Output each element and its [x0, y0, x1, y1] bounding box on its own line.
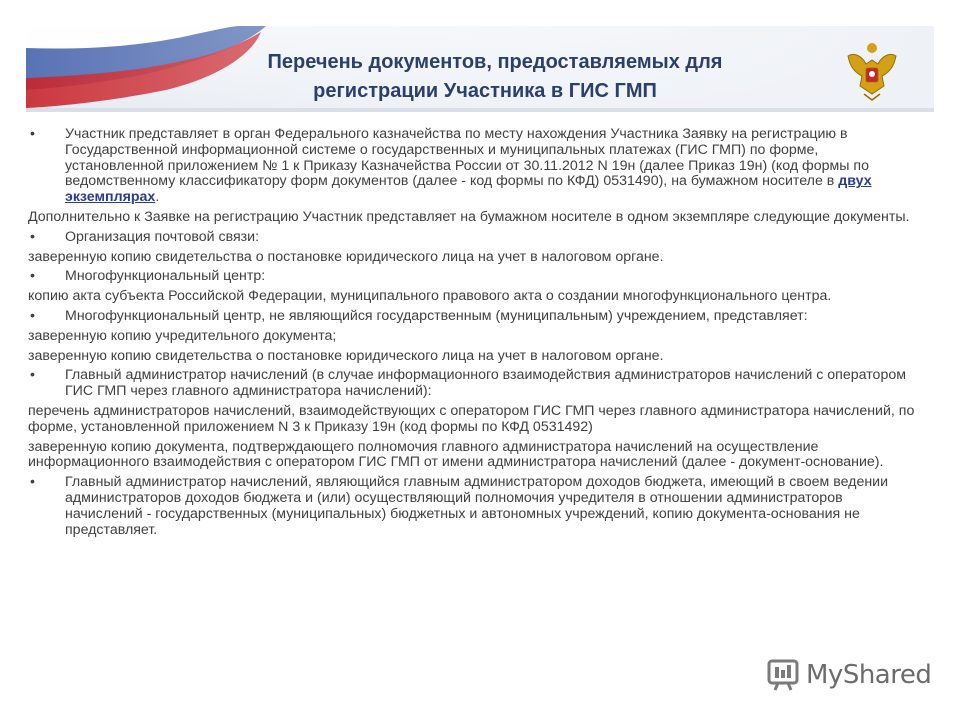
list-item: [28, 309, 918, 325]
logo-text: MyShared: [806, 660, 932, 690]
paragraph: заверенную копию свидетельства о постановке юридического лица на учет в налоговом органе.: [28, 347, 664, 364]
bullet-icon: •: [30, 307, 35, 324]
bullet-icon: •: [30, 474, 35, 491]
paragraph-text: Многофункциональный центр:: [65, 268, 266, 285]
two-copies-link[interactable]: двух экземплярах: [65, 173, 872, 206]
title-line-2: регистрации Участника в ГИС ГМП: [313, 80, 657, 102]
paragraph-text: Главный администратор начислений (в случае информационного взаимодействия администраторов начислений с оператором ГИС ГМП через главного администратора начислений):: [65, 367, 906, 400]
paragraph-text: Многофункциональный центр, не являющийся государственным (муниципальным) учреждением, представляет:: [65, 307, 808, 324]
list-item: [28, 475, 918, 538]
presentation-icon: [766, 658, 800, 692]
bullet-icon: •: [30, 367, 35, 384]
paragraph: заверенную копию документа, подтверждающего полномочия главного администратора начислений на осуществление информационного взаимодействия с оператором ГИС ГМП от имени администратора начислений (далее - документ-основание).: [28, 438, 884, 471]
paragraph-text: Главный администратор начислений, являющийся главным администратором доходов бюджета, имеющий в своем ведении администраторов доходов бюджета и (или) осуществляющий полномочия учредителя в отношении администраторов начислений - государственных (муниципальных) бюджетных и автономных учреждений, копию документа-основания не представляет.: [65, 474, 889, 538]
bullet-icon: •: [30, 228, 35, 245]
paragraph-text: Организация почтовой связи:: [65, 228, 260, 245]
list-item: [28, 269, 918, 285]
slide-header: [26, 26, 934, 112]
myshared-logo[interactable]: [766, 656, 931, 694]
list-item: [28, 230, 918, 246]
paragraph-end: .: [155, 189, 160, 206]
bullet-icon: •: [30, 126, 35, 142]
document-body: [28, 127, 918, 542]
paragraph: заверенную копию учредительного документа;: [28, 327, 337, 344]
paragraph: Дополнительно к Заявке на регистрацию Участник представляет на бумажном носителе в одном экземпляре следующие документы.: [28, 208, 910, 225]
paragraph: заверенную копию свидетельства о постановке юридического лица на учет в налоговом органе.: [28, 248, 664, 265]
bullet-icon: •: [30, 268, 35, 285]
paragraph: копию акта субъекта Российской Федерации, муниципального правового акта о создании многофункционального центра.: [28, 288, 832, 305]
paragraph-text: Участник представляет в орган Федерального казначейства по месту нахождения Участника Заявку на регистрацию в Государственной информационной системе о государственных и муниципальных платежах (ГИС ГМП) по форме, установленной приложением № 1 к Приказу Казначейства России от 30.11.2012 N 19н (далее Приказ 19н) (код формы по ведомственному классификатору форм документов (далее - код формы по КФД) 0531490), на бумажном носителе в: [65, 126, 869, 190]
paragraph: перечень администраторов начислений, взаимодействующих с оператором ГИС ГМП через главного администратора начислений, по форме, установленной приложением N 3 к Приказу 19н (код формы по КФД 0531492): [28, 402, 915, 435]
double-eagle-emblem-icon: [844, 42, 900, 102]
list-item: [28, 368, 918, 400]
page-title: [26, 48, 934, 106]
list-item: [28, 127, 918, 206]
title-line-1: Перечень документов, предоставляемых для: [267, 51, 723, 73]
